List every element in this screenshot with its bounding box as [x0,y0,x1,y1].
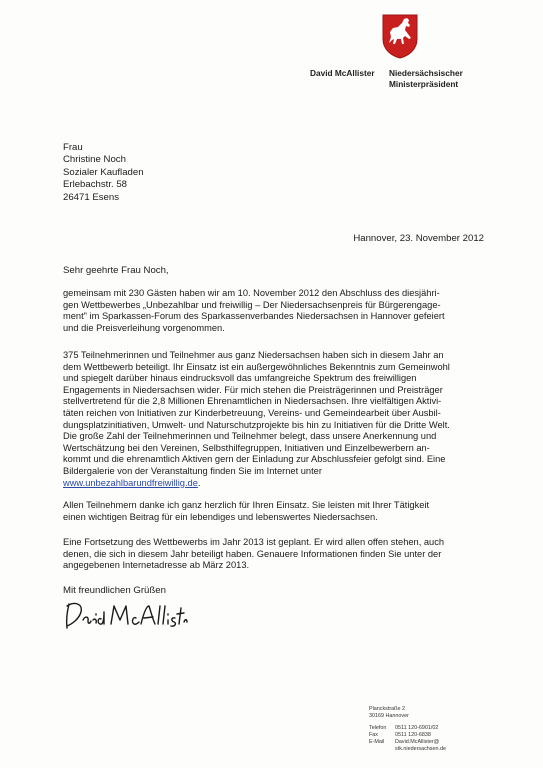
sender-title-line1: Niedersächsischer [389,68,463,78]
footer-contact [369,706,446,754]
paragraph-line: einen wichtigen Beitrag für ein lebendiges und lebenswertes Niedersachsen. [63,511,378,522]
recipient-organization: Sozialer Kaufladen [63,166,144,178]
paragraph-line: gemeinsam mit 230 Gästen haben wir am 10. November 2012 den Abschluss des diesjähri- [63,288,440,298]
recipient-city: 26471 Esens [63,191,120,203]
phone-value: 0511 120-6901/02 [395,724,439,731]
fax-value: 0511 120-6838 [395,731,431,738]
sender-name: David McAllister [310,68,375,78]
link-suffix: . [197,477,201,488]
letter-salutation: Sehr geehrte Frau Noch, [63,265,169,276]
paragraph-line: und die Preisverleihung vorgenommen. [63,322,225,333]
website-link[interactable]: www.unbezahlbarundfreiwillig.de [63,477,198,488]
paragraph-line: Engagements in Niedersachsen wider. Für mich stehen die Preisträgerinnen und Preisträger [63,384,443,395]
footer-phone-row [369,725,446,732]
email-value-line1[interactable]: David.McAllister@ [395,739,440,746]
paragraph-line: Allen Teilnehmern danke ich ganz herzlich für Ihren Einsatz. Sie leisten mit Ihrer Tätigkeit [63,500,430,510]
lower-saxony-coat-of-arms-icon [381,13,419,59]
paragraph-1 [63,288,493,334]
paragraph-line: Die große Zahl der Teilnehmerinnen und Teilnehmer belegt, dass unsere Anerkennung und [63,431,437,442]
paragraph-line: kommt und die ehrenamtlich Aktiven gern der Einladung zur Abschlussfeier gefolgt sind. Eine [63,454,446,465]
paragraph-line: ment" im Sparkassen-Forum des Sparkassenverbandes Niedersachsen in Hannover gefeiert [63,311,445,322]
paragraph-line: Eine Fortsetzung des Wettbewerbs im Jahr 2013 ist geplant. Er wird allen offen stehen, auch [63,537,445,547]
paragraph-line: Wertschätzung bei den Vereinen, Selbsthilfegruppen, Initiativen und Einzelbewerbern an- [63,442,430,453]
recipient-salutation-line: Frau [63,142,83,153]
paragraph-link-line [63,478,493,490]
recipient-name: Christine Noch [63,154,126,166]
paragraph-line: dem Wettbewerb beteiligt. Ihr Einsatz ist ein außergewöhnliches Bekenntnis zum Gemeinwohl [63,361,450,372]
paragraph-line: angegebenen Internetadresse ab März 2013. [63,560,250,571]
paragraph-3 [63,500,493,523]
closing-phrase: Mit freundlichen Grüßen [63,585,166,596]
handwritten-signature [63,598,188,632]
paragraph-line: denen, die sich in diesem Jahr beteiligt haben. Genauere Informationen finden Sie unter der [63,548,442,559]
recipient-street: Erlebachstr. 58 [63,179,127,191]
paragraph-2 [63,350,493,489]
footer-email-row [369,739,446,746]
paragraph-4 [63,537,493,572]
footer-fax-row [369,732,446,739]
phone-label: Telefon [369,724,387,731]
footer-email-row-2 [369,746,446,753]
letter-date: Hannover, 23. November 2012 [353,233,484,244]
paragraph-line: 375 Teilnehmerinnen und Teilnehmer aus ganz Niedersachsen haben sich in diesem Jahr an [63,350,444,360]
paragraph-line: und spiegelt darüber hinaus eindrucksvoll das umfangreiche Spektrum des freiwilligen [63,373,417,384]
paragraph-line: stellvertretend für die 2,8 Millionen Ehrenamtlichen in Niedersachsen. Ihre vielfältigen Aktivi- [63,396,442,407]
paragraph-line: Bildergalerie von der Veranstaltung finden Sie im Internet unter [63,465,322,476]
paragraph-line: täten reichen von Initiativen zur Kinderbetreuung, Vereins- und Gemeindearbeit über Ausbil- [63,407,441,418]
footer-city: 30169 Hannover [369,713,409,720]
sender-title [389,68,463,90]
footer-street: Planckstraße 2 [369,706,405,712]
email-value-line2[interactable]: stk.niedersachsen.de [395,746,446,753]
paragraph-line: gen Wettbewerbes „Unbezahlbar und freiwillig – Der Niedersachsenpreis für Bürgerengage- [63,299,441,310]
sender-title-line2: Ministerpräsident [389,79,459,89]
email-label: E-Mail [369,739,385,746]
fax-label: Fax [369,731,378,738]
paragraph-line: dungsplatzinitiativen, Umwelt- und Naturschutzprojekte bis hin zu Initiativen für die Dritte Welt. [63,419,450,430]
recipient-address [63,142,144,204]
